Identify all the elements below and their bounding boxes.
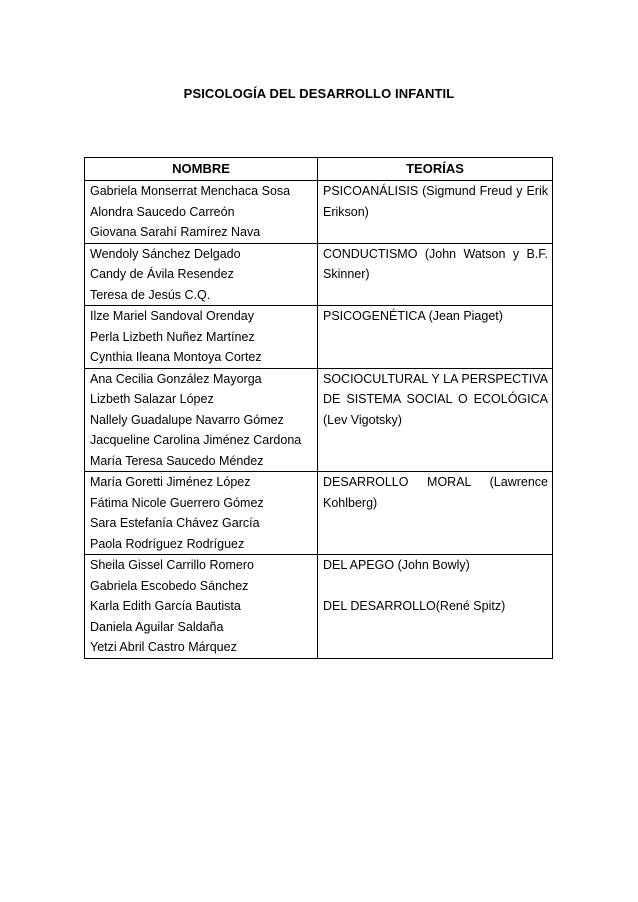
names-cell	[85, 243, 318, 306]
theory-text: DESARROLLO MORAL (Lawrence	[323, 475, 548, 489]
table-row	[85, 181, 553, 244]
student-name: Ana Cecilia González Mayorga	[90, 371, 262, 386]
student-name: Wendoly Sánchez Delgado	[90, 246, 241, 261]
student-name: Giovana Sarahí Ramírez Nava	[90, 225, 261, 239]
theory-text: DEL DESARROLLO(René Spitz)	[323, 599, 506, 613]
column-header-teorias: TEORÍAS	[318, 158, 553, 181]
theory-text: PSICOANÁLISIS (Sigmund Freud y Erik	[323, 184, 548, 198]
table-row	[85, 472, 553, 555]
student-name: Candy de Ávila Resendez	[90, 267, 234, 281]
table-header-row	[85, 158, 553, 181]
student-name: Karla Edith García Bautista	[90, 599, 241, 613]
theory-text: DE SISTEMA SOCIAL O ECOLÓGICA	[323, 392, 548, 406]
theory-text: CONDUCTISMO (John Watson y B.F.	[323, 246, 548, 261]
column-header-nombre: NOMBRE	[85, 158, 318, 181]
student-name: Alondra Saucedo Carreón	[90, 204, 235, 219]
table-row	[85, 555, 553, 659]
student-name: Sheila Gissel Carrillo Romero	[90, 558, 254, 572]
student-name: Daniela Aguilar Saldaña	[90, 619, 224, 634]
names-cell	[85, 368, 318, 472]
theory-text: Kohlberg)	[323, 495, 378, 510]
theory-cell	[318, 368, 553, 472]
student-name: Fátima Nicole Guerrero Gómez	[90, 495, 264, 510]
page-title: PSICOLOGÍA DEL DESARROLLO INFANTIL	[183, 86, 455, 101]
student-name: Jacqueline Carolina Jiménez Cardona	[90, 433, 302, 447]
theory-text: SOCIOCULTURAL Y LA PERSPECTIVA	[323, 371, 548, 386]
names-theories-table	[84, 157, 553, 659]
student-name: Ilze Mariel Sandoval Orenday	[90, 309, 254, 323]
table-row	[85, 306, 553, 369]
student-name: Perla Lizbeth Nuñez Martínez	[90, 329, 255, 344]
names-cell	[85, 181, 318, 244]
student-name: Yetzi Abril Castro Márquez	[90, 640, 237, 654]
theory-cell	[318, 555, 553, 659]
theory-text: DEL APEGO (John Bowly)	[323, 558, 470, 572]
theory-cell	[318, 181, 553, 244]
theory-text: Erikson)	[323, 204, 369, 219]
theory-cell	[318, 243, 553, 306]
theory-cell	[318, 306, 553, 369]
student-name: Lizbeth Salazar López	[90, 392, 214, 406]
student-name: Paola Rodríguez Rodríguez	[90, 536, 245, 551]
theory-text: PSICOGENÉTICA (Jean Piaget)	[323, 309, 503, 323]
theory-cell	[318, 472, 553, 555]
student-name: Sara Estefanía Chávez García	[90, 516, 260, 530]
student-name: Gabriela Monserrat Menchaca Sosa	[90, 184, 291, 198]
theory-text	[323, 576, 548, 597]
names-cell	[85, 472, 318, 555]
table-row	[85, 368, 553, 472]
names-cell	[85, 555, 318, 659]
student-name: Gabriela Escobedo Sánchez	[90, 578, 249, 593]
theory-text: Skinner)	[323, 267, 370, 281]
student-name: Teresa de Jesús C.Q.	[90, 287, 211, 302]
student-name: Cynthia Ileana Montoya Cortez	[90, 350, 262, 364]
student-name: María Teresa Saucedo Méndez	[90, 453, 264, 468]
student-name: María Goretti Jiménez López	[90, 475, 251, 489]
student-name: Nallely Guadalupe Navarro Gómez	[90, 412, 284, 427]
names-cell	[85, 306, 318, 369]
table-row	[85, 243, 553, 306]
theory-text: (Lev Vigotsky)	[323, 412, 402, 427]
